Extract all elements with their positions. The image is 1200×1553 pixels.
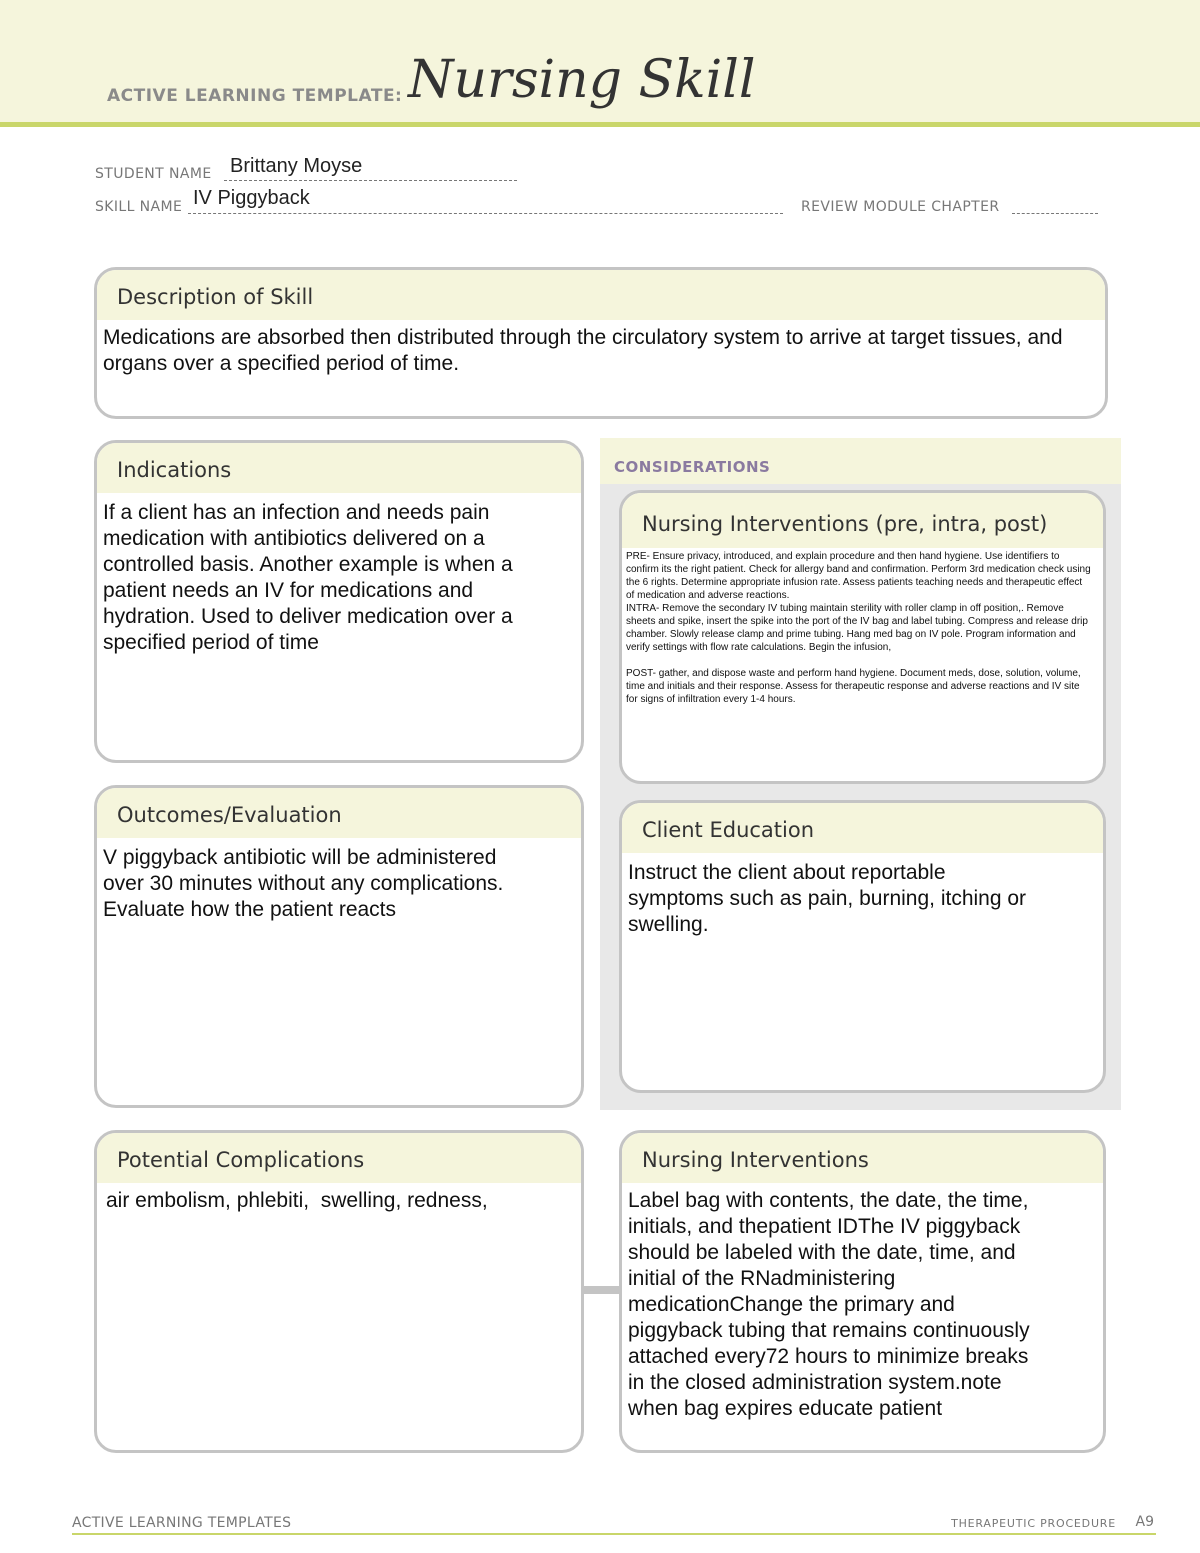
skill-name-label: SKILL NAME <box>95 199 183 215</box>
description-title: Description of Skill <box>97 270 1105 320</box>
nursing-interventions-title: Nursing Interventions <box>622 1133 1103 1183</box>
indications-title: Indications <box>97 443 581 493</box>
complications-body[interactable]: air embolism, phlebiti, swelling, redness, <box>106 1189 488 1212</box>
indications-box <box>94 440 584 763</box>
footer-page-number: A9 <box>1135 1514 1154 1530</box>
nursing-interventions-ppp-box <box>619 490 1106 784</box>
footer-right: THERAPEUTIC PROCEDURE <box>951 1517 1116 1530</box>
skill-name-field[interactable]: IV Piggyback <box>193 187 310 209</box>
considerations-title: CONSIDERATIONS <box>614 458 771 476</box>
client-education-title: Client Education <box>622 803 1103 853</box>
complications-title: Potential Complications <box>97 1133 581 1183</box>
complications-box <box>94 1130 584 1453</box>
header-rule <box>0 122 1200 127</box>
outcomes-body[interactable]: V piggyback antibiotic will be administered over 30 minutes without any complications. Evaluate how the patient reacts <box>103 846 504 921</box>
student-name-line <box>224 180 517 181</box>
review-module-label: REVIEW MODULE CHAPTER <box>801 199 1000 215</box>
template-label: ACTIVE LEARNING TEMPLATE: <box>107 86 403 106</box>
nursing-interventions-body[interactable]: Label bag with contents, the date, the time, initials, and thepatient IDThe IV piggyback should be labeled with the date, time, and initial of the RNadministering medicationChange the primary and piggyback tubing that remains continuously attached every72 hours to minimize breaks in the closed administration system.note when bag expires educate patient <box>628 1189 1030 1420</box>
nursing-interventions-box <box>619 1130 1106 1453</box>
outcomes-box <box>94 785 584 1108</box>
nursing-interventions-ppp-body[interactable]: PRE- Ensure privacy, introduced, and explain procedure and then hand hygiene. Use identifiers to confirm its the right patient. Check for allergy band and confirmation. Perform 3rd medication check using the 6 rights. Determine appropriate infusion rate. Assess patients teaching needs and therapeutic effect of medication and adverse reactions. INTRA- Remove the secondary IV tubing maintain sterility with roller clamp in off position,. Remove sheets and spike, insert the spike into the port of the IV bag and label tubing. Compress and release drip chamber. Slowly release clamp and prime tubing. Hang med bag on IV pole. Program information and verify settings with flow rate calculations. Begin the infusion, POST- gather, and dispose waste and perform hand hygiene. Document meds, dose, solution, volume, time and initials and their response. Assess for therapeutic response and adverse reactions and IV site for signs of infiltration every 1-4 hours. <box>626 551 1091 705</box>
description-body[interactable]: Medications are absorbed then distributed through the circulatory system to arrive at target tissues, and organs over a specified period of time. <box>103 326 1069 375</box>
template-title: Nursing Skill <box>408 50 756 110</box>
footer-left: ACTIVE LEARNING TEMPLATES <box>72 1515 292 1531</box>
student-name-label: STUDENT NAME <box>95 166 212 182</box>
student-name-field[interactable]: Brittany Moyse <box>230 155 363 177</box>
nursing-interventions-ppp-title: Nursing Interventions (pre, intra, post) <box>622 493 1103 548</box>
client-education-box <box>619 800 1106 1093</box>
outcomes-title: Outcomes/Evaluation <box>97 788 581 838</box>
footer-rule <box>72 1533 1156 1535</box>
skill-name-line <box>188 213 783 214</box>
description-box <box>94 267 1108 419</box>
box-connector <box>583 1286 623 1294</box>
client-education-body[interactable]: Instruct the client about reportable symptoms such as pain, burning, itching or swelling. <box>628 861 1027 936</box>
indications-body[interactable]: If a client has an infection and needs pain medication with antibiotics delivered on a controlled basis. Another example is when a patient needs an IV for medications and hydration. Used to deliver medication over a specified period of time <box>103 501 513 654</box>
review-module-line <box>1012 213 1098 214</box>
